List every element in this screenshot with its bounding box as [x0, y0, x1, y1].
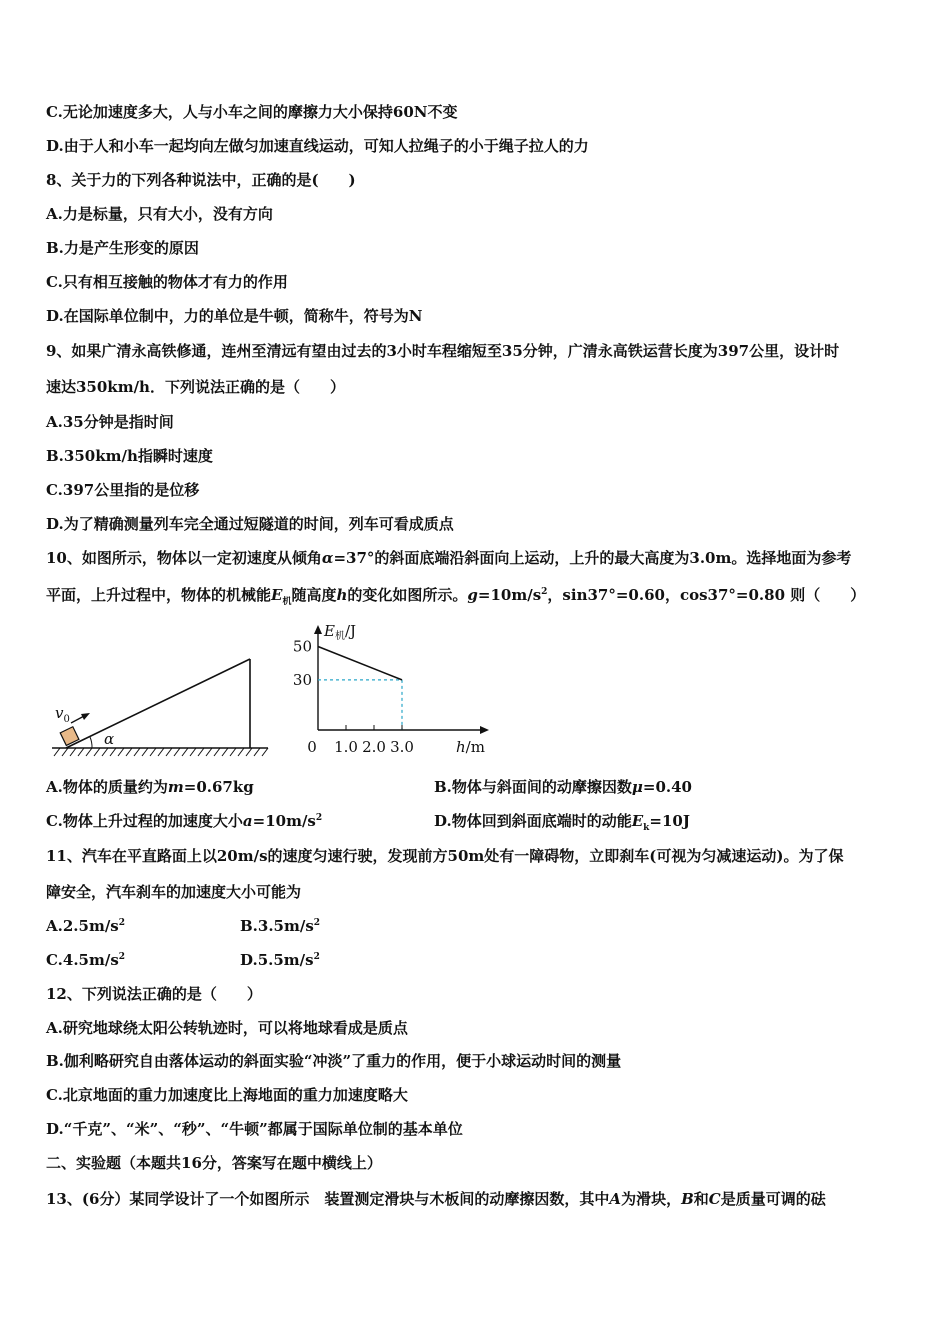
q9-option-d: D.为了精确测量列车完全通过短隧道的时间，列车可看成质点 — [46, 515, 454, 533]
q11-option-b-squared: 2 — [313, 918, 321, 928]
q11-option-b — [240, 916, 320, 936]
q10-option-c-squared: 2 — [315, 813, 323, 823]
angle-arc — [90, 737, 92, 748]
q9-option-a: A.35分钟是指时间 — [46, 413, 174, 431]
q11-stem-line1: 11、汽车在平直路面上以20m/s的速度匀速行驶，发现前方50m处有一障碍物，立即刹车(可视为匀减速运动)。为了保 — [46, 847, 844, 865]
q10-squared: 2 — [541, 587, 548, 597]
alpha-label: α — [104, 730, 115, 748]
q9-option-c: C.397公里指的是位移 — [46, 481, 200, 499]
incline-surface — [66, 659, 250, 748]
q10-stem-line2 — [46, 585, 865, 605]
q11-option-c-text: C.4.5m/s — [46, 951, 119, 969]
q13-stem-text-d: 是质量可调的砝 — [720, 1190, 826, 1208]
q10-stem-text-d: 随高度 — [291, 586, 337, 604]
q10-option-d — [434, 811, 690, 831]
q11-option-a-text: A.2.5m/s — [46, 917, 119, 935]
q10-option-c-text: C.物体上升过程的加速度大小 — [46, 812, 243, 830]
q11-option-b-text: B.3.5m/s — [240, 917, 314, 935]
q8-option-c: C.只有相互接触的物体才有力的作用 — [46, 273, 288, 291]
q10-option-b — [434, 777, 692, 797]
v0-label: $v_0$ — [55, 704, 70, 725]
q11-option-c — [46, 950, 125, 970]
q10-option-a-value: =0.67kg — [183, 778, 254, 796]
q12-stem: 12、下列说法正确的是（ ） — [46, 985, 262, 1003]
q10-option-b-var: μ — [631, 778, 643, 796]
q11-option-d — [240, 950, 320, 970]
y-tick-label: 50 — [292, 637, 312, 656]
x-axis-arrow — [480, 726, 489, 734]
ground-hatching — [54, 748, 268, 756]
q13-stem-text-b: 为滑块， — [621, 1190, 682, 1208]
q8-option-d: D.在国际单位制中，力的单位是牛顿，简称牛，符号为N — [46, 307, 423, 325]
q10-option-a-var: m — [167, 778, 184, 796]
q9-stem-line1: 9、如果广清永高铁修通，连州至清远有望由过去的3小时车程缩短至35分钟，广清永高铁运营长度为397公里，设计时 — [46, 342, 840, 360]
y-tick-label: 30 — [292, 670, 312, 689]
y-axis-arrow — [314, 625, 322, 634]
q10-stem-text-a: 10、如图所示，物体以一定初速度从倾角 — [46, 549, 322, 567]
q8-stem: 8、关于力的下列各种说法中，正确的是( ) — [46, 171, 356, 189]
q13-stem — [46, 1189, 826, 1209]
q11-option-a-squared: 2 — [118, 918, 126, 928]
q10-g-symbol: g — [467, 586, 478, 604]
q10-stem-text-b: =37°的斜面底端沿斜面向上运动，上升的最大高度为3.0m。选择地面为参考 — [333, 549, 852, 567]
x-tick-label: 3.0 — [390, 738, 414, 756]
q8-option-b: B.力是产生形变的原因 — [46, 239, 199, 257]
q10-stem-text-g: ，sin37°=0.60，cos37°=0.80 则（ ） — [547, 586, 866, 604]
incline-figure — [46, 650, 272, 760]
q10-option-d-text: D.物体回到斜面底端时的动能 — [434, 812, 632, 830]
q10-option-d-value: =10J — [649, 812, 690, 830]
x-tick-label: 2.0 — [362, 738, 386, 756]
x-tick-label: 0 — [307, 738, 317, 756]
q12-option-c: C.北京地面的重力加速度比上海地面的重力加速度略大 — [46, 1086, 408, 1104]
q10-energy-subscript: 机 — [282, 597, 292, 607]
q7-option-d: D.由于人和小车一起均向左做匀加速直线运动，可知人拉绳子的小于绳子拉人的力 — [46, 137, 589, 155]
q12-option-a: A.研究地球绕太阳公转轨迹时，可以将地球看成是质点 — [46, 1019, 408, 1037]
y-axis-label: $E_机/J$ — [324, 622, 357, 642]
q10-stem-text-c: 平面，上升过程中，物体的机械能 — [46, 586, 272, 604]
q10-option-b-text: B.物体与斜面间的动摩擦因数 — [434, 778, 632, 796]
q12-option-d: D.“千克”、“米”、“秒”、“牛顿”都属于国际单位制的基本单位 — [46, 1120, 463, 1138]
q11-option-a — [46, 916, 125, 936]
x-axis-label: h/m — [456, 738, 485, 756]
q10-option-d-var: E — [631, 812, 644, 830]
q10-alpha-symbol: α — [321, 549, 334, 567]
velocity-arrowhead — [81, 713, 90, 720]
q11-option-d-text: D.5.5m/s — [240, 951, 314, 969]
q11-option-d-squared: 2 — [313, 952, 320, 962]
q9-option-b: B.350km/h指瞬时速度 — [46, 447, 213, 465]
q10-stem-text-f: =10m/s — [477, 586, 542, 604]
q10-option-b-value: =0.40 — [642, 778, 692, 796]
q10-height-symbol: h — [336, 586, 348, 604]
q10-option-c-value: =10m/s — [252, 812, 316, 830]
q10-stem-line1 — [46, 548, 851, 568]
energy-chart — [286, 616, 496, 760]
q12-option-b: B.伽利略研究自由落体运动的斜面实验“冲淡”了重力的作用，便于小球运动时间的测量 — [46, 1052, 622, 1070]
q13-a-var: A — [609, 1190, 622, 1208]
q11-option-c-squared: 2 — [118, 952, 126, 962]
q10-option-c — [46, 811, 322, 831]
q10-stem-text-e: 的变化如图所示。 — [347, 586, 468, 604]
q13-stem-text-c: 和 — [693, 1190, 709, 1208]
section-heading: 二、实验题（本题共16分，答案写在题中横线上） — [46, 1154, 382, 1172]
q10-option-a-text: A.物体的质量约为 — [46, 778, 168, 796]
q13-stem-text-a: 13、(6分）某同学设计了一个如图所示 装置测定滑块与木板间的动摩擦因数，其中 — [46, 1190, 610, 1208]
q13-b-var: B — [681, 1190, 694, 1208]
q9-stem-line2: 速达350km/h．下列说法正确的是（ ） — [46, 378, 345, 396]
q10-energy-symbol: E — [271, 586, 283, 604]
q10-option-d-sub: k — [643, 823, 650, 833]
q7-option-c: C.无论加速度多大，人与小车之间的摩擦力大小保持60N不变 — [46, 103, 458, 121]
x-tick-label: 1.0 — [334, 738, 358, 756]
energy-line — [318, 647, 402, 680]
q13-c-var: C — [708, 1190, 721, 1208]
q10-option-c-var: a — [242, 812, 253, 830]
q10-option-a — [46, 777, 254, 797]
q11-stem-line2: 障安全，汽车刹车的加速度大小可能为 — [46, 883, 302, 901]
q8-option-a: A.力是标量，只有大小，没有方向 — [46, 205, 273, 223]
